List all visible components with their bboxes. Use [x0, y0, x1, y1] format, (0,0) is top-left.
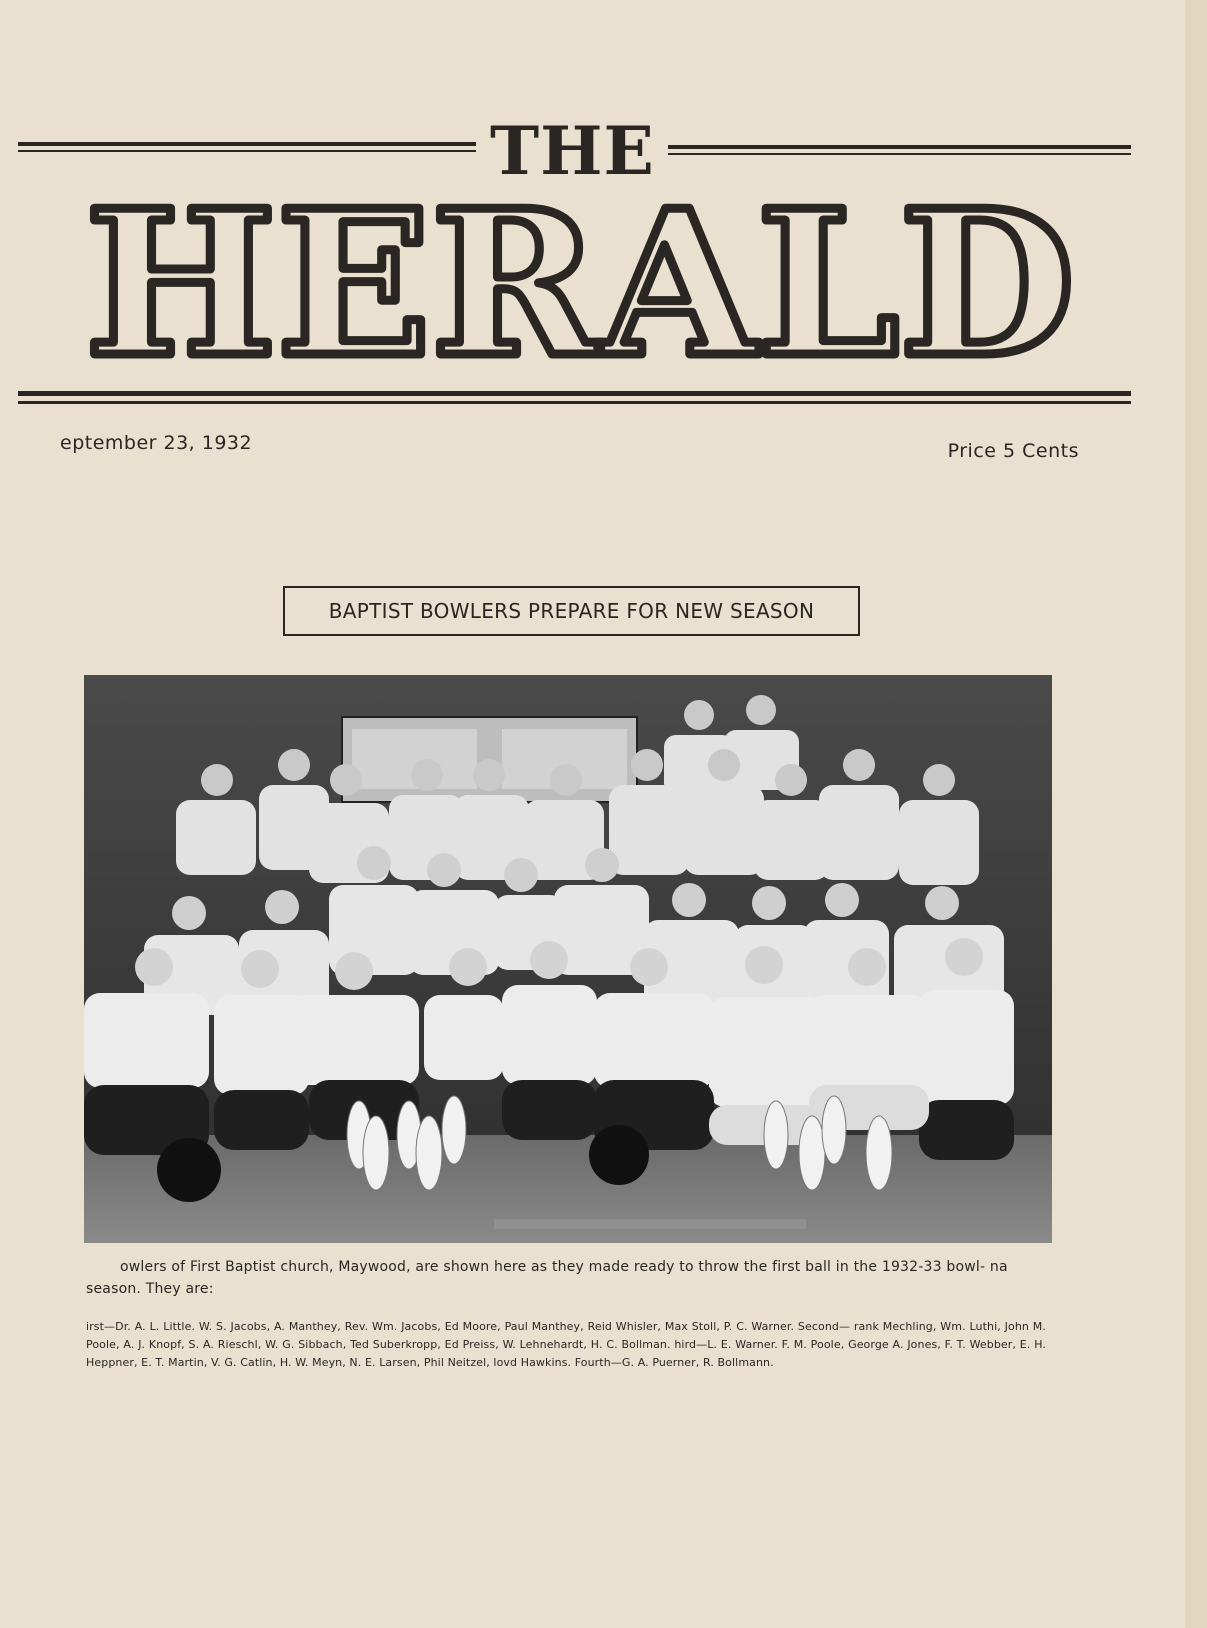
masthead-herald-text: HERALD: [85, 192, 1075, 370]
masthead-rule-left-top: [18, 142, 476, 146]
masthead-bottom-rule-thick: [18, 391, 1131, 396]
issue-date: eptember 23, 1932: [60, 432, 253, 454]
masthead-herald: [75, 192, 1085, 370]
masthead-rule-right-top: [668, 145, 1131, 149]
masthead-rule-left-bottom: [18, 150, 476, 152]
photo-caption: [86, 1256, 1046, 1300]
masthead-rule-right-bottom: [668, 153, 1131, 155]
headline: [283, 586, 860, 636]
masthead-the: THE: [490, 112, 655, 190]
caption-names: [86, 1318, 1046, 1372]
masthead-bottom-rule-thin: [18, 401, 1131, 404]
group-photo: [84, 675, 1052, 1243]
caption-lead: owlers of First Baptist church, Maywood, are shown here as they made ready to throw the first ball in the 1932-33 bowl- na season. They are:: [86, 1259, 1008, 1297]
issue-price: Price 5 Cents: [947, 440, 1079, 462]
caption-names-text: irst—Dr. A. L. Little. W. S. Jacobs, A. Manthey, Rev. Wm. Jacobs, Ed Moore, Paul Manthey, Reid Whisler, Max Stoll, P. C. Warner. Second— rank Mechling, Wm. Luthi, John M. Poole, A. J. Knopf, S. A. Rieschl, W. G. Sibbach, Ted Suberkropp, Ed Preiss, W. Lehnehardt, H. C. Bollman. hird—L. E. Warner. F. M. Poole, George A. Jones, F. T. Webber, E. H. Heppner, E. T. Martin, V. G. Catlin, H. W. Meyn, N. E. Larsen, Phil Neitzel, lovd Hawkins. Fourth—G. A. Puerner, R. Bollmann.: [86, 1320, 1046, 1369]
headline-text: BAPTIST BOWLERS PREPARE FOR NEW SEASON: [328, 599, 815, 623]
group-photo-illustration: [84, 675, 1052, 1243]
page-edge: [1185, 0, 1207, 1628]
